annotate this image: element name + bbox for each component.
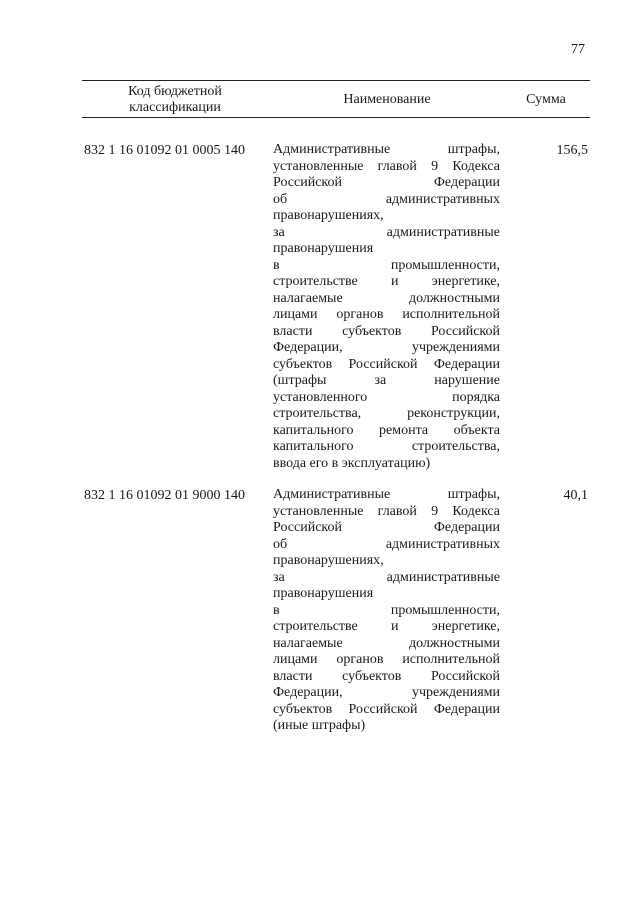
desc-line: власти субъектов Российской — [273, 323, 500, 339]
desc-line: налагаемые должностными — [273, 635, 500, 651]
desc-line: (иные штрафы) — [273, 718, 366, 733]
desc-line: субъектов Российской Федерации — [273, 356, 500, 372]
desc-line: за административные — [273, 569, 500, 585]
row-sum: 40,1 — [563, 488, 588, 503]
desc-line: установленного порядка — [273, 389, 500, 405]
page-number: 77 — [571, 42, 585, 57]
desc-line: налагаемые должностными — [273, 290, 500, 306]
desc-line: Федерации, учреждениями — [273, 340, 500, 355]
desc-line: правонарушениях, — [273, 208, 384, 223]
desc-line: (штрафы за нарушение — [273, 373, 500, 388]
desc-line: субъектов Российской Федерации — [273, 701, 500, 717]
desc-line: капитального строительства, — [273, 439, 500, 454]
desc-line: установленные главой 9 Кодекса — [273, 158, 500, 174]
desc-line: в промышленности, — [273, 257, 500, 273]
desc-line: лицами органов исполнительной — [273, 307, 500, 322]
desc-line: власти субъектов Российской — [273, 668, 500, 684]
desc-line: строительстве и энергетике, — [273, 619, 500, 634]
desc-line: ввода его в эксплуатацию) — [273, 455, 431, 471]
desc-line: Административные штрафы, — [273, 487, 500, 502]
row-code: 832 1 16 01092 01 0005 140 — [84, 143, 245, 158]
desc-line: установленные главой 9 Кодекса — [273, 503, 500, 519]
row-sum: 156,5 — [556, 143, 588, 158]
row-description — [273, 487, 500, 735]
desc-line: Российской Федерации — [273, 520, 500, 535]
desc-line: об административных — [273, 191, 500, 207]
header-bottom-rule — [82, 117, 590, 118]
desc-line: строительства, реконструкции, — [273, 406, 500, 421]
desc-line: правонарушения — [273, 586, 374, 601]
header-cell-sum: Сумма — [526, 92, 566, 107]
desc-line: правонарушениях, — [273, 553, 384, 568]
header-top-rule — [82, 80, 590, 81]
desc-line: Федерации, учреждениями — [273, 685, 500, 700]
header-cell-code: Код бюджетной классификации — [128, 84, 222, 115]
header-cell-name: Наименование — [343, 92, 431, 107]
row-code: 832 1 16 01092 01 9000 140 — [84, 488, 245, 503]
desc-line: правонарушения — [273, 241, 374, 256]
desc-line: об административных — [273, 536, 500, 552]
desc-line: строительстве и энергетике, — [273, 274, 500, 289]
desc-line: капитального ремонта объекта — [273, 422, 500, 438]
desc-line: Административные штрафы, — [273, 142, 500, 157]
row-description — [273, 142, 500, 472]
desc-line: в промышленности, — [273, 602, 500, 618]
desc-line: лицами органов исполнительной — [273, 652, 500, 667]
desc-line: Российской Федерации — [273, 175, 500, 190]
desc-line: за административные — [273, 224, 500, 240]
